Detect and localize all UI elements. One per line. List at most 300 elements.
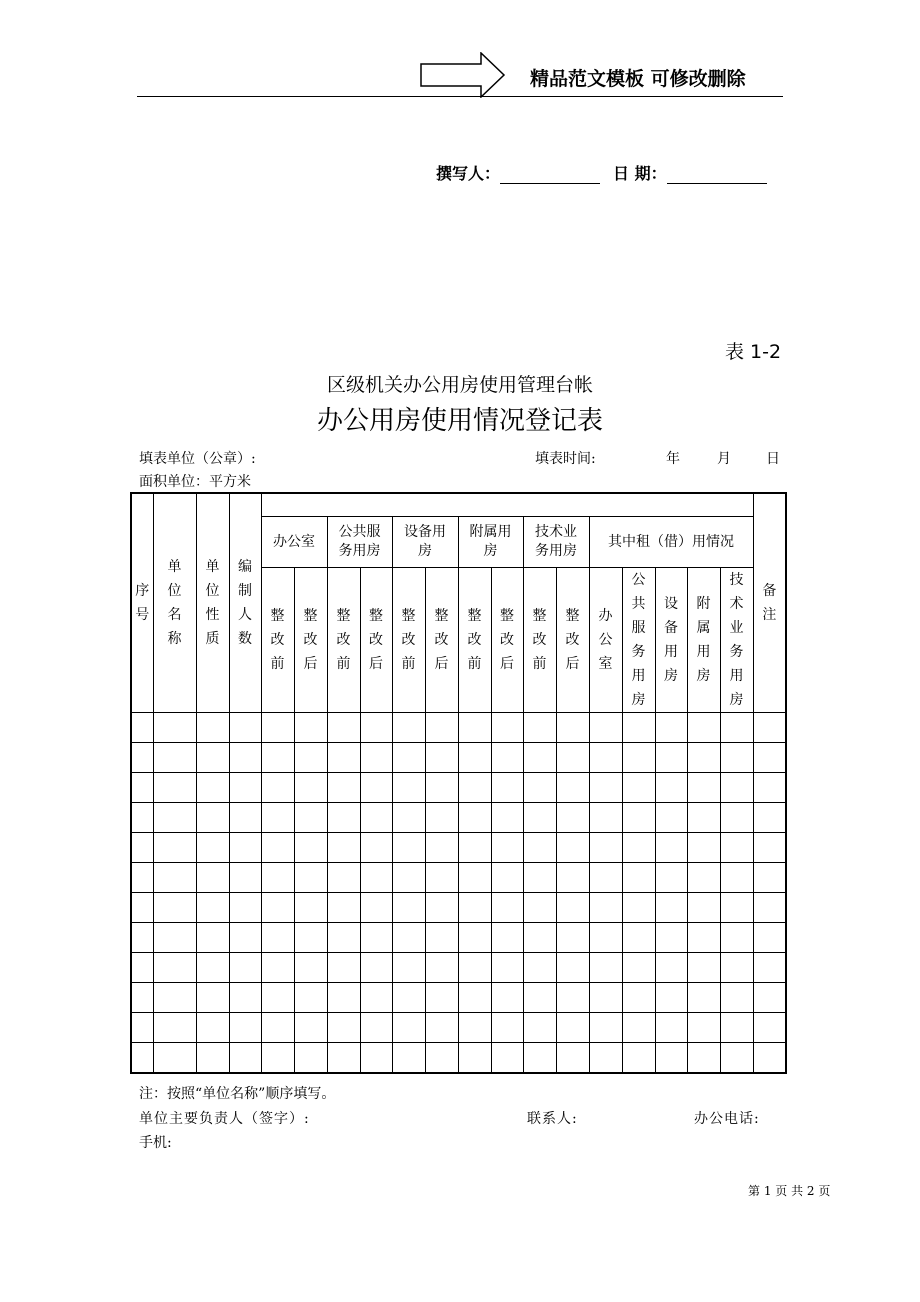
table-cell[interactable] [360,833,392,863]
table-cell[interactable] [392,833,425,863]
header-spacer-cell [261,493,753,517]
table-cell[interactable] [720,833,753,863]
group-public-header: 公共服务用房 [327,517,392,568]
table-cell[interactable] [622,1013,655,1043]
equip-before-header: 整改前 [392,568,425,713]
table-cell[interactable] [229,893,261,923]
table-cell[interactable] [622,803,655,833]
table-cell[interactable] [294,983,327,1013]
year-label: 年 [666,451,680,467]
table-cell[interactable] [589,713,622,743]
table-cell[interactable] [458,893,491,923]
table-cell[interactable] [360,893,392,923]
table-cell[interactable] [131,833,153,863]
table-cell[interactable] [491,713,523,743]
table-cell[interactable] [491,1013,523,1043]
ledger-title: 区级机关办公用房使用管理台帐 [326,374,593,396]
table-cell[interactable] [753,923,786,953]
rent-tech-header: 技术业务用房 [720,568,753,713]
table-cell[interactable] [589,923,622,953]
table-cell[interactable] [622,893,655,923]
table-cell[interactable] [261,1013,294,1043]
table-cell[interactable] [229,743,261,773]
table-cell[interactable] [229,1043,261,1074]
table-cell[interactable] [229,923,261,953]
author-blank[interactable] [500,163,600,184]
table-cell[interactable] [294,1043,327,1074]
table-cell[interactable] [589,743,622,773]
table-cell[interactable] [294,893,327,923]
table-cell[interactable] [229,983,261,1013]
attached-after-header: 整改后 [491,568,523,713]
table-cell[interactable] [523,923,556,953]
table-cell[interactable] [327,803,360,833]
table-cell[interactable] [523,983,556,1013]
table-cell[interactable] [556,1043,589,1074]
header-text: 精品范文模板 可修改删除 [530,68,746,90]
table-cell[interactable] [753,713,786,743]
table-cell[interactable] [753,743,786,773]
table-cell[interactable] [425,713,458,743]
table-cell[interactable] [655,803,687,833]
table-cell[interactable] [622,833,655,863]
table-cell[interactable] [131,773,153,803]
table-cell[interactable] [458,803,491,833]
table-cell[interactable] [153,983,196,1013]
group-tech-header: 技术业务用房 [523,517,589,568]
table-cell[interactable] [589,953,622,983]
table-cell[interactable] [294,953,327,983]
table-cell[interactable] [687,773,720,803]
table-cell[interactable] [753,953,786,983]
table-cell[interactable] [425,893,458,923]
attached-before-header: 整改前 [458,568,491,713]
table-cell[interactable] [153,803,196,833]
rent-office-header: 办公室 [589,568,622,713]
table-cell[interactable] [720,1043,753,1074]
date-label: 日 期： [613,164,667,183]
table-cell[interactable] [261,983,294,1013]
table-cell[interactable] [687,983,720,1013]
table-cell[interactable] [360,863,392,893]
table-cell[interactable] [753,863,786,893]
table-cell[interactable] [196,713,229,743]
table-cell[interactable] [523,713,556,743]
table-cell[interactable] [753,1043,786,1074]
table-cell[interactable] [556,773,589,803]
table-cell[interactable] [491,743,523,773]
table-cell[interactable] [753,833,786,863]
table-cell[interactable] [458,863,491,893]
table-cell[interactable] [196,863,229,893]
table-cell[interactable] [261,863,294,893]
table-cell[interactable] [196,743,229,773]
col-remark-header: 备注 [753,493,786,713]
table-row [131,1013,786,1043]
table-cell[interactable] [556,833,589,863]
equip-after-header: 整改后 [425,568,458,713]
table-cell[interactable] [523,893,556,923]
table-cell[interactable] [131,1043,153,1074]
table-cell[interactable] [655,773,687,803]
table-cell[interactable] [491,773,523,803]
table-cell[interactable] [425,743,458,773]
table-cell[interactable] [360,773,392,803]
table-cell[interactable] [196,953,229,983]
table-cell[interactable] [556,743,589,773]
table-cell[interactable] [229,1013,261,1043]
tech-after-header: 整改后 [556,568,589,713]
table-cell[interactable] [655,743,687,773]
register-table [130,492,787,1074]
table-cell[interactable] [153,773,196,803]
table-cell[interactable] [425,1013,458,1043]
table-cell[interactable] [687,893,720,923]
table-cell[interactable] [491,923,523,953]
table-row [131,713,786,743]
table-cell[interactable] [720,1013,753,1043]
table-cell[interactable] [491,803,523,833]
table-cell[interactable] [458,953,491,983]
table-cell[interactable] [294,1013,327,1043]
table-cell[interactable] [392,803,425,833]
table-cell[interactable] [720,773,753,803]
table-cell[interactable] [556,923,589,953]
table-cell[interactable] [720,893,753,923]
table-cell[interactable] [622,713,655,743]
table-cell[interactable] [655,1013,687,1043]
table-cell[interactable] [720,953,753,983]
table-cell[interactable] [491,833,523,863]
rent-public-header: 公共服务用房 [622,568,655,713]
table-cell[interactable] [360,1013,392,1043]
table-cell[interactable] [294,923,327,953]
table-cell[interactable] [622,1043,655,1074]
table-cell[interactable] [327,893,360,923]
table-cell[interactable] [425,983,458,1013]
author-label: 撰写人： [436,164,501,183]
table-cell[interactable] [491,983,523,1013]
group-attached-header: 附属用房 [458,517,523,568]
table-cell[interactable] [687,863,720,893]
table-cell[interactable] [196,983,229,1013]
table-cell[interactable] [131,1013,153,1043]
table-cell[interactable] [425,833,458,863]
table-cell[interactable] [425,953,458,983]
arrow-icon [420,52,506,98]
table-cell[interactable] [523,743,556,773]
table-cell[interactable] [687,743,720,773]
table-row [131,833,786,863]
table-cell[interactable] [360,803,392,833]
table-cell[interactable] [360,923,392,953]
table-cell[interactable] [294,743,327,773]
table-cell[interactable] [196,1013,229,1043]
table-cell[interactable] [360,983,392,1013]
table-cell[interactable] [425,803,458,833]
table-cell[interactable] [523,953,556,983]
table-cell[interactable] [556,893,589,923]
table-cell[interactable] [556,983,589,1013]
table-cell[interactable] [229,953,261,983]
table-note: 注：按照“单位名称”顺序填写。 [139,1086,336,1102]
table-row [131,1043,786,1074]
table-cell[interactable] [392,773,425,803]
table-cell[interactable] [622,923,655,953]
fill-unit-label: 填表单位（公章）: [139,451,256,467]
table-cell[interactable] [687,833,720,863]
table-cell[interactable] [360,953,392,983]
table-cell[interactable] [523,1043,556,1074]
table-cell[interactable] [720,863,753,893]
table-cell[interactable] [327,1043,360,1074]
table-cell[interactable] [589,1013,622,1043]
table-cell[interactable] [196,803,229,833]
table-cell[interactable] [392,1043,425,1074]
table-cell[interactable] [261,953,294,983]
group-office-header: 办公室 [261,517,327,568]
table-cell[interactable] [392,863,425,893]
table-cell[interactable] [294,863,327,893]
table-cell[interactable] [131,983,153,1013]
table-cell[interactable] [229,863,261,893]
table-cell[interactable] [392,953,425,983]
day-label: 日 [766,451,780,467]
table-cell[interactable] [523,1013,556,1043]
table-cell[interactable] [589,863,622,893]
form-title: 办公用房使用情况登记表 [316,406,603,436]
table-cell[interactable] [261,773,294,803]
table-cell[interactable] [458,1043,491,1074]
table-cell[interactable] [556,1013,589,1043]
table-cell[interactable] [153,743,196,773]
table-cell[interactable] [491,863,523,893]
table-cell[interactable] [153,833,196,863]
table-cell[interactable] [622,983,655,1013]
table-cell[interactable] [131,953,153,983]
table-cell[interactable] [687,1013,720,1043]
col-staff-header: 编制人数 [229,493,261,713]
table-cell[interactable] [491,893,523,923]
table-cell[interactable] [589,1043,622,1074]
table-cell[interactable] [131,743,153,773]
table-cell[interactable] [392,893,425,923]
table-cell[interactable] [196,773,229,803]
table-cell[interactable] [327,863,360,893]
table-cell[interactable] [327,773,360,803]
table-number: 表 1-2 [725,341,782,363]
table-cell[interactable] [523,803,556,833]
table-cell[interactable] [392,743,425,773]
table-cell[interactable] [261,803,294,833]
table-cell[interactable] [458,1013,491,1043]
table-cell[interactable] [294,773,327,803]
table-cell[interactable] [425,1043,458,1074]
group-rent-header: 其中租（借）用情况 [589,517,753,568]
table-cell[interactable] [655,1043,687,1074]
table-cell[interactable] [720,923,753,953]
table-cell[interactable] [556,863,589,893]
table-cell[interactable] [655,953,687,983]
table-cell[interactable] [229,713,261,743]
table-cell[interactable] [327,1013,360,1043]
table-cell[interactable] [392,923,425,953]
table-cell[interactable] [589,833,622,863]
table-row [131,953,786,983]
public-before-header: 整改前 [327,568,360,713]
table-cell[interactable] [425,863,458,893]
table-cell[interactable] [687,923,720,953]
table-row [131,863,786,893]
office-after-header: 整改后 [294,568,327,713]
table-cell[interactable] [458,923,491,953]
table-cell[interactable] [458,833,491,863]
table-cell[interactable] [622,773,655,803]
table-cell[interactable] [229,803,261,833]
table-cell[interactable] [153,1013,196,1043]
table-cell[interactable] [523,833,556,863]
mobile-label: 手机: [139,1135,172,1151]
table-row [131,893,786,923]
table-cell[interactable] [655,713,687,743]
table-cell[interactable] [458,743,491,773]
table-cell[interactable] [153,1043,196,1074]
table-cell[interactable] [327,923,360,953]
table-row [131,803,786,833]
group-equip-header: 设备用房 [392,517,458,568]
office-phone-label: 办公电话: [694,1111,760,1127]
table-cell[interactable] [392,1013,425,1043]
contact-label: 联系人: [527,1111,578,1127]
office-before-header: 整改前 [261,568,294,713]
table-cell[interactable] [556,803,589,833]
table-cell[interactable] [720,803,753,833]
table-cell[interactable] [229,773,261,803]
table-cell[interactable] [556,953,589,983]
table-cell[interactable] [392,983,425,1013]
date-blank[interactable] [667,163,767,184]
tech-before-header: 整改前 [523,568,556,713]
table-cell[interactable] [655,923,687,953]
table-cell[interactable] [327,983,360,1013]
table-cell[interactable] [523,773,556,803]
table-cell[interactable] [622,743,655,773]
table-cell[interactable] [261,1043,294,1074]
table-row [131,983,786,1013]
table-cell[interactable] [458,983,491,1013]
table-cell[interactable] [261,923,294,953]
table-cell[interactable] [753,983,786,1013]
rent-attached-header: 附属用房 [687,568,720,713]
page-number: 第 1 页 共 2 页 [748,1184,831,1198]
table-cell[interactable] [687,713,720,743]
table-cell[interactable] [360,713,392,743]
table-cell[interactable] [589,893,622,923]
table-cell[interactable] [360,1043,392,1074]
area-unit-label: 面积单位：平方米 [139,474,251,490]
table-cell[interactable] [589,773,622,803]
table-cell[interactable] [360,743,392,773]
table-cell[interactable] [655,983,687,1013]
table-cell[interactable] [131,863,153,893]
table-cell[interactable] [589,803,622,833]
table-cell[interactable] [687,1043,720,1074]
table-cell[interactable] [622,953,655,983]
date-line [613,161,767,184]
table-cell[interactable] [153,863,196,893]
table-cell[interactable] [720,713,753,743]
public-after-header: 整改后 [360,568,392,713]
table-cell[interactable] [753,803,786,833]
table-cell[interactable] [153,893,196,923]
table-cell[interactable] [753,1013,786,1043]
table-cell[interactable] [655,893,687,923]
table-cell[interactable] [196,833,229,863]
table-cell[interactable] [655,833,687,863]
table-cell[interactable] [196,893,229,923]
table-cell[interactable] [153,923,196,953]
table-cell[interactable] [294,803,327,833]
table-cell[interactable] [491,1043,523,1074]
table-cell[interactable] [261,893,294,923]
table-cell[interactable] [327,833,360,863]
table-cell[interactable] [294,833,327,863]
table-cell[interactable] [261,743,294,773]
table-cell[interactable] [153,713,196,743]
table-cell[interactable] [523,863,556,893]
table-cell[interactable] [196,923,229,953]
table-cell[interactable] [229,833,261,863]
table-cell[interactable] [261,833,294,863]
table-cell[interactable] [720,743,753,773]
col-name-header: 单位名称 [153,493,196,713]
table-cell[interactable] [425,923,458,953]
table-cell[interactable] [131,713,153,743]
table-cell[interactable] [458,773,491,803]
col-seq-header: 序号 [131,493,153,713]
table-cell[interactable] [131,923,153,953]
table-cell[interactable] [327,713,360,743]
leader-signature-label: 单位主要负责人（签字）: [139,1111,310,1127]
table-row [131,923,786,953]
table-cell[interactable] [327,953,360,983]
table-cell[interactable] [131,803,153,833]
table-cell[interactable] [458,713,491,743]
table-cell[interactable] [687,803,720,833]
table-cell[interactable] [327,743,360,773]
table-cell[interactable] [720,983,753,1013]
table-cell[interactable] [655,863,687,893]
table-cell[interactable] [687,953,720,983]
table-row [131,743,786,773]
table-cell[interactable] [622,863,655,893]
table-cell[interactable] [153,953,196,983]
rent-equip-header: 设备用房 [655,568,687,713]
table-cell[interactable] [556,713,589,743]
table-cell[interactable] [491,953,523,983]
table-cell[interactable] [753,773,786,803]
table-cell[interactable] [589,983,622,1013]
table-cell[interactable] [261,713,294,743]
table-cell[interactable] [753,893,786,923]
table-cell[interactable] [392,713,425,743]
table-cell[interactable] [131,893,153,923]
table-cell[interactable] [425,773,458,803]
month-label: 月 [717,451,731,467]
header-rule [137,96,783,97]
table-cell[interactable] [294,713,327,743]
table-cell[interactable] [196,1043,229,1074]
